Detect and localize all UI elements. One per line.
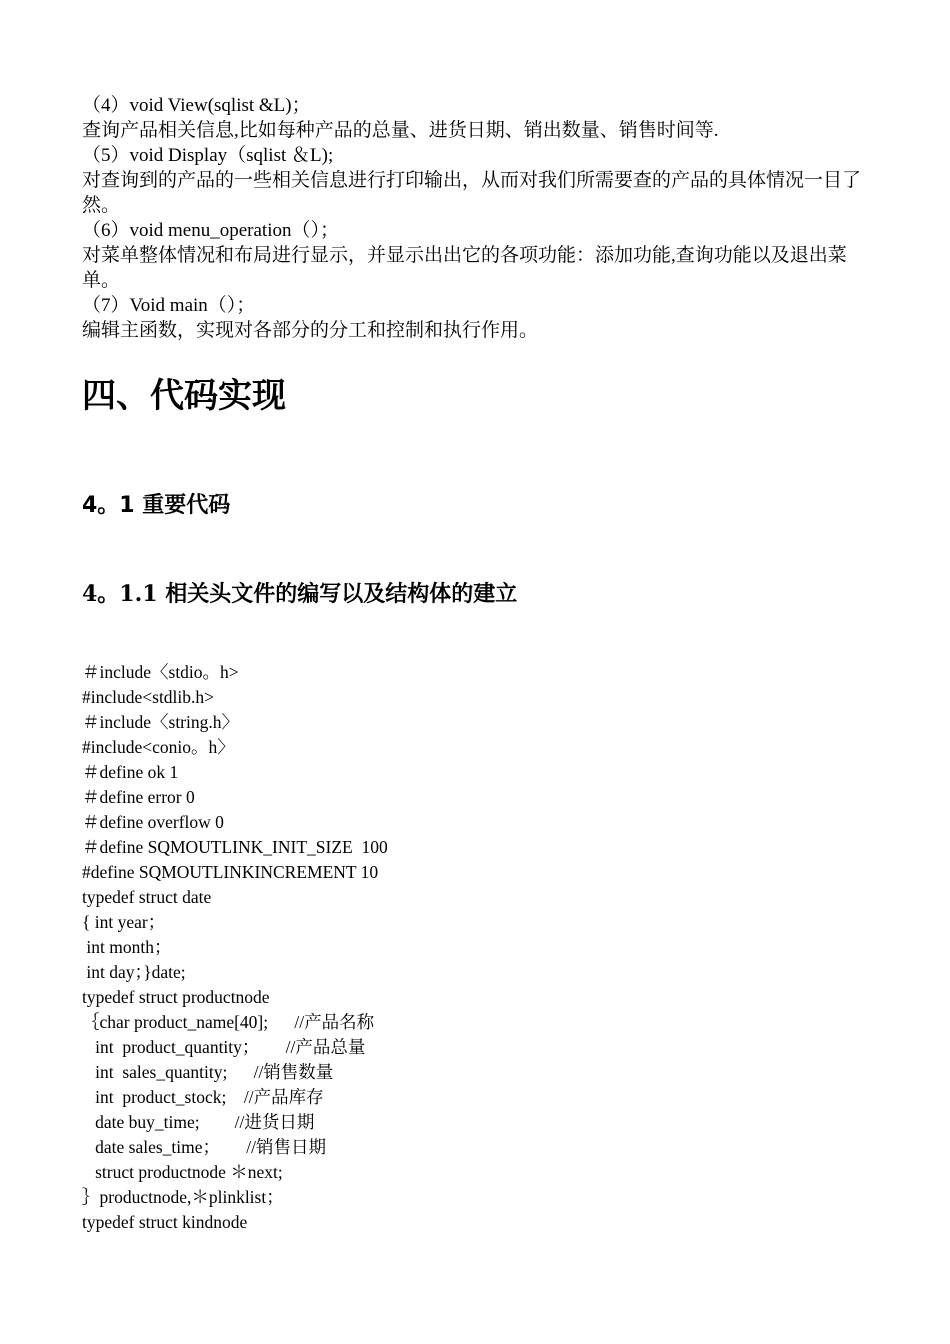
code-line: ＃define error 0: [82, 787, 195, 807]
code-line: #include<conio。h〉: [82, 737, 235, 757]
function-signature: （6）void menu_operation（）；: [82, 220, 339, 241]
code-line: int day；}date;: [82, 962, 186, 982]
code-line: typedef struct productnode: [82, 987, 270, 1007]
code-line: ｛char product_name[40]; //产品名称: [82, 1012, 375, 1032]
document-page: [82, 93, 882, 1235]
code-line: { int year；: [82, 912, 166, 932]
function-description: 编辑主函数，实现对各部分的分工和控制和执行作用。: [82, 320, 539, 341]
code-block: [82, 660, 882, 1235]
code-line: int month；: [82, 937, 172, 957]
code-line: int product_quantity； //产品总量: [82, 1037, 366, 1057]
subsection-heading: 4。1 重要代码: [82, 493, 231, 518]
code-line: ｝productnode,＊plinklist；: [82, 1187, 284, 1207]
code-line: date sales_time； //销售日期: [82, 1137, 326, 1157]
code-line: ＃include〈stdio。h>: [82, 662, 239, 682]
code-line: ＃include〈string.h〉: [82, 712, 239, 732]
section-heading: 四、代码实现: [82, 376, 286, 416]
subsubsection-heading: 4。1.1 相关头文件的编写以及结构体的建立: [82, 581, 518, 607]
code-line: #include<stdlib.h>: [82, 687, 215, 707]
code-line: int sales_quantity; //销售数量: [82, 1062, 334, 1082]
code-line: #define SQMOUTLINKINCREMENT 10: [82, 862, 379, 882]
code-line: ＃define ok 1: [82, 762, 179, 782]
code-line: ＃define overflow 0: [82, 812, 224, 832]
code-line: typedef struct date: [82, 887, 212, 907]
function-signature: （5）void Display（sqlist ＆L);: [82, 145, 334, 166]
code-line: ＃define SQMOUTLINK_INIT_SIZE 100: [82, 837, 388, 857]
code-line: int product_stock; //产品库存: [82, 1087, 324, 1107]
function-description: 对菜单整体情况和布局进行显示，并显示出出它的各项功能：添加功能,查询功能以及退出菜单。: [82, 245, 847, 291]
function-signature: （4）void View(sqlist &L)；: [82, 95, 311, 116]
function-signature: （7）Void main（）；: [82, 295, 256, 316]
code-line: date buy_time; //进货日期: [82, 1112, 315, 1132]
code-line: typedef struct kindnode: [82, 1212, 248, 1232]
function-description: 对查询到的产品的一些相关信息进行打印输出，从而对我们所需要查的产品的具体情况一目了然。: [82, 170, 862, 216]
function-description: 查询产品相关信息,比如每种产品的总量、进货日期、销出数量、销售时间等.: [82, 120, 719, 141]
function-list: [82, 93, 882, 343]
code-line: struct productnode ＊next;: [82, 1162, 283, 1182]
